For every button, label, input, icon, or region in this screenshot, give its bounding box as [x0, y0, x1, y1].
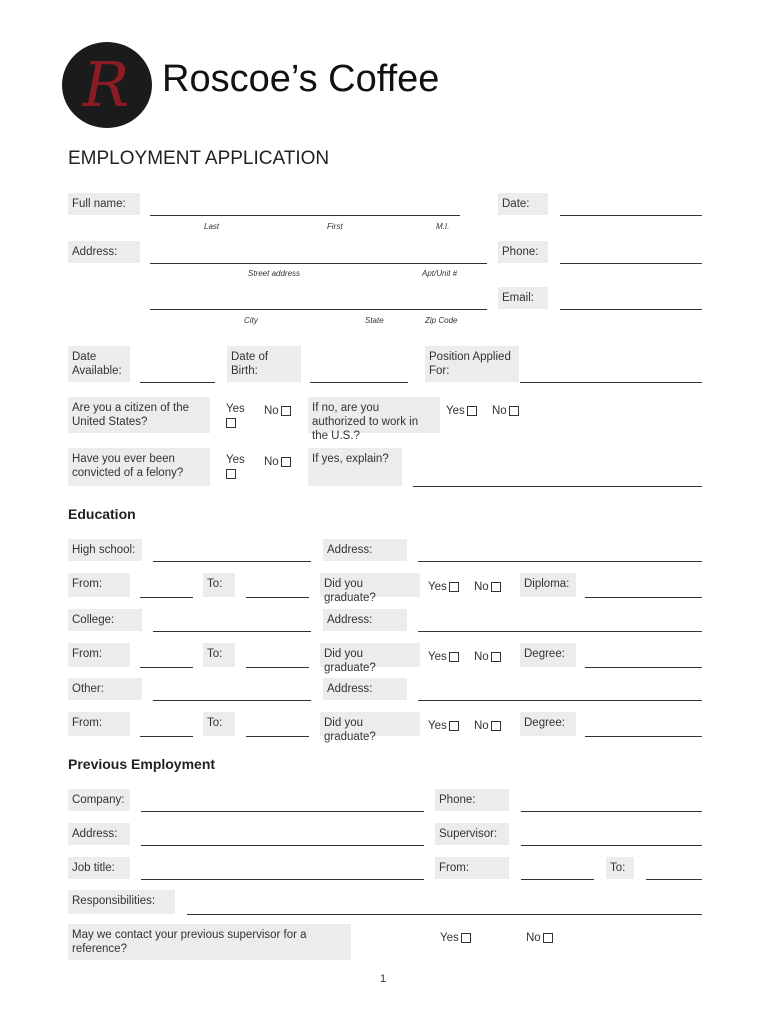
contact-label: May we contact your previous supervisor for a reference?	[68, 924, 351, 960]
education-heading: Education	[68, 506, 136, 522]
checkbox[interactable]	[491, 652, 501, 662]
checkbox[interactable]	[226, 469, 236, 479]
other-address-field[interactable]	[418, 700, 702, 701]
emp-phone-field[interactable]	[521, 811, 702, 812]
emp-address-label: Address:	[68, 823, 130, 845]
college-label: College:	[68, 609, 142, 631]
supervisor-field[interactable]	[521, 845, 702, 846]
other-field[interactable]	[153, 700, 311, 701]
date-label: Date:	[498, 193, 548, 215]
hs-from-field[interactable]	[140, 597, 193, 598]
full-name-label: Full name:	[68, 193, 140, 215]
first-sublabel: First	[327, 222, 343, 231]
citizen-label: Are you a citizen of the United States?	[68, 397, 210, 433]
other-graduate-label: Did you graduate?	[320, 712, 420, 736]
date-available-field[interactable]	[140, 382, 215, 383]
college-from-label: From:	[68, 643, 130, 667]
hs-address-label: Address:	[323, 539, 407, 561]
hs-graduate-label: Did you graduate?	[320, 573, 420, 597]
date-field[interactable]	[560, 215, 702, 216]
checkbox[interactable]	[461, 933, 471, 943]
other-to-label: To:	[203, 712, 235, 736]
emp-to-label: To:	[606, 857, 634, 879]
zip-sublabel: Zip Code	[425, 316, 458, 325]
city-sublabel: City	[244, 316, 258, 325]
felony-no[interactable]: No	[264, 455, 291, 469]
explain-field[interactable]	[413, 486, 702, 487]
other-degree-label: Degree:	[520, 712, 576, 736]
responsibilities-label: Responsibilities:	[68, 890, 175, 914]
checkbox[interactable]	[509, 406, 519, 416]
mi-sublabel: M.I.	[436, 222, 450, 231]
hs-graduate-yes[interactable]: Yes	[428, 580, 459, 594]
college-to-field[interactable]	[246, 667, 309, 668]
hs-graduate-no[interactable]: No	[474, 580, 501, 594]
hs-to-label: To:	[203, 573, 235, 597]
position-label: Position Applied For:	[425, 346, 519, 382]
street-sublabel: Street address	[248, 269, 301, 278]
position-field[interactable]	[520, 382, 702, 383]
page-number: 1	[380, 973, 387, 985]
diploma-label: Diploma:	[520, 573, 576, 597]
college-to-label: To:	[203, 643, 235, 667]
dob-label: Date of Birth:	[227, 346, 301, 382]
checkbox[interactable]	[449, 721, 459, 731]
checkbox[interactable]	[491, 721, 501, 731]
hs-address-field[interactable]	[418, 561, 702, 562]
supervisor-label: Supervisor:	[435, 823, 509, 845]
other-degree-field[interactable]	[585, 736, 702, 737]
job-title-field[interactable]	[141, 879, 424, 880]
checkbox[interactable]	[491, 582, 501, 592]
state-sublabel: State	[365, 316, 384, 325]
email-label: Email:	[498, 287, 548, 309]
emp-from-label: From:	[435, 857, 509, 879]
other-label: Other:	[68, 678, 142, 700]
felony-label: Have you ever been convicted of a felony?	[68, 448, 210, 486]
company-name: Roscoe’s Coffee	[162, 58, 440, 100]
logo-letter: R	[82, 48, 130, 121]
street-address-field[interactable]	[150, 263, 487, 264]
authorized-label: If no, are you authorized to work in the U.S.?	[308, 397, 440, 433]
contact-yes[interactable]: Yes	[440, 931, 471, 945]
date-available-label: Date Available:	[68, 346, 130, 382]
hs-to-field[interactable]	[246, 597, 309, 598]
college-graduate-label: Did you graduate?	[320, 643, 420, 667]
dob-field[interactable]	[310, 382, 408, 383]
emp-address-field[interactable]	[141, 845, 424, 846]
college-field[interactable]	[153, 631, 311, 632]
high-school-label: High school:	[68, 539, 142, 561]
citizen-no[interactable]: No	[264, 404, 291, 418]
phone-label: Phone:	[498, 241, 548, 263]
city-state-zip-field[interactable]	[150, 309, 487, 310]
other-from-label: From:	[68, 712, 130, 736]
checkbox[interactable]	[281, 457, 291, 467]
college-degree-field[interactable]	[585, 667, 702, 668]
hs-from-label: From:	[68, 573, 130, 597]
form-title: EMPLOYMENT APPLICATION	[68, 148, 330, 169]
apt-sublabel: Apt/Unit #	[422, 269, 458, 278]
explain-label: If yes, explain?	[308, 448, 402, 486]
full-name-field[interactable]	[150, 215, 460, 216]
company-field[interactable]	[141, 811, 424, 812]
college-degree-label: Degree:	[520, 643, 576, 667]
checkbox[interactable]	[449, 652, 459, 662]
employment-heading: Previous Employment	[68, 756, 216, 772]
other-address-label: Address:	[323, 678, 407, 700]
address-label: Address:	[68, 241, 140, 263]
phone-field[interactable]	[560, 263, 702, 264]
emp-to-field[interactable]	[646, 879, 702, 880]
checkbox[interactable]	[281, 406, 291, 416]
emp-from-field[interactable]	[521, 879, 594, 880]
checkbox[interactable]	[449, 582, 459, 592]
company-label: Company:	[68, 789, 130, 811]
other-to-field[interactable]	[246, 736, 309, 737]
citizen-yes[interactable]: Yes	[226, 402, 246, 430]
other-graduate-yes[interactable]: Yes	[428, 719, 459, 733]
job-title-label: Job title:	[68, 857, 130, 879]
checkbox[interactable]	[467, 406, 477, 416]
college-address-label: Address:	[323, 609, 407, 631]
emp-phone-label: Phone:	[435, 789, 509, 811]
last-sublabel: Last	[204, 222, 220, 231]
responsibilities-field[interactable]	[187, 914, 702, 915]
college-graduate-yes[interactable]: Yes	[428, 650, 459, 664]
authorized-no[interactable]: No	[492, 404, 519, 418]
other-from-field[interactable]	[140, 736, 193, 737]
college-graduate-no[interactable]: No	[474, 650, 501, 664]
checkbox[interactable]	[543, 933, 553, 943]
other-graduate-no[interactable]: No	[474, 719, 501, 733]
college-from-field[interactable]	[140, 667, 193, 668]
college-address-field[interactable]	[418, 631, 702, 632]
contact-no[interactable]: No	[526, 931, 553, 945]
authorized-yes[interactable]: Yes	[446, 404, 477, 418]
checkbox[interactable]	[226, 418, 236, 428]
email-field[interactable]	[560, 309, 702, 310]
felony-yes[interactable]: Yes	[226, 453, 246, 481]
high-school-field[interactable]	[153, 561, 311, 562]
diploma-field[interactable]	[585, 597, 702, 598]
